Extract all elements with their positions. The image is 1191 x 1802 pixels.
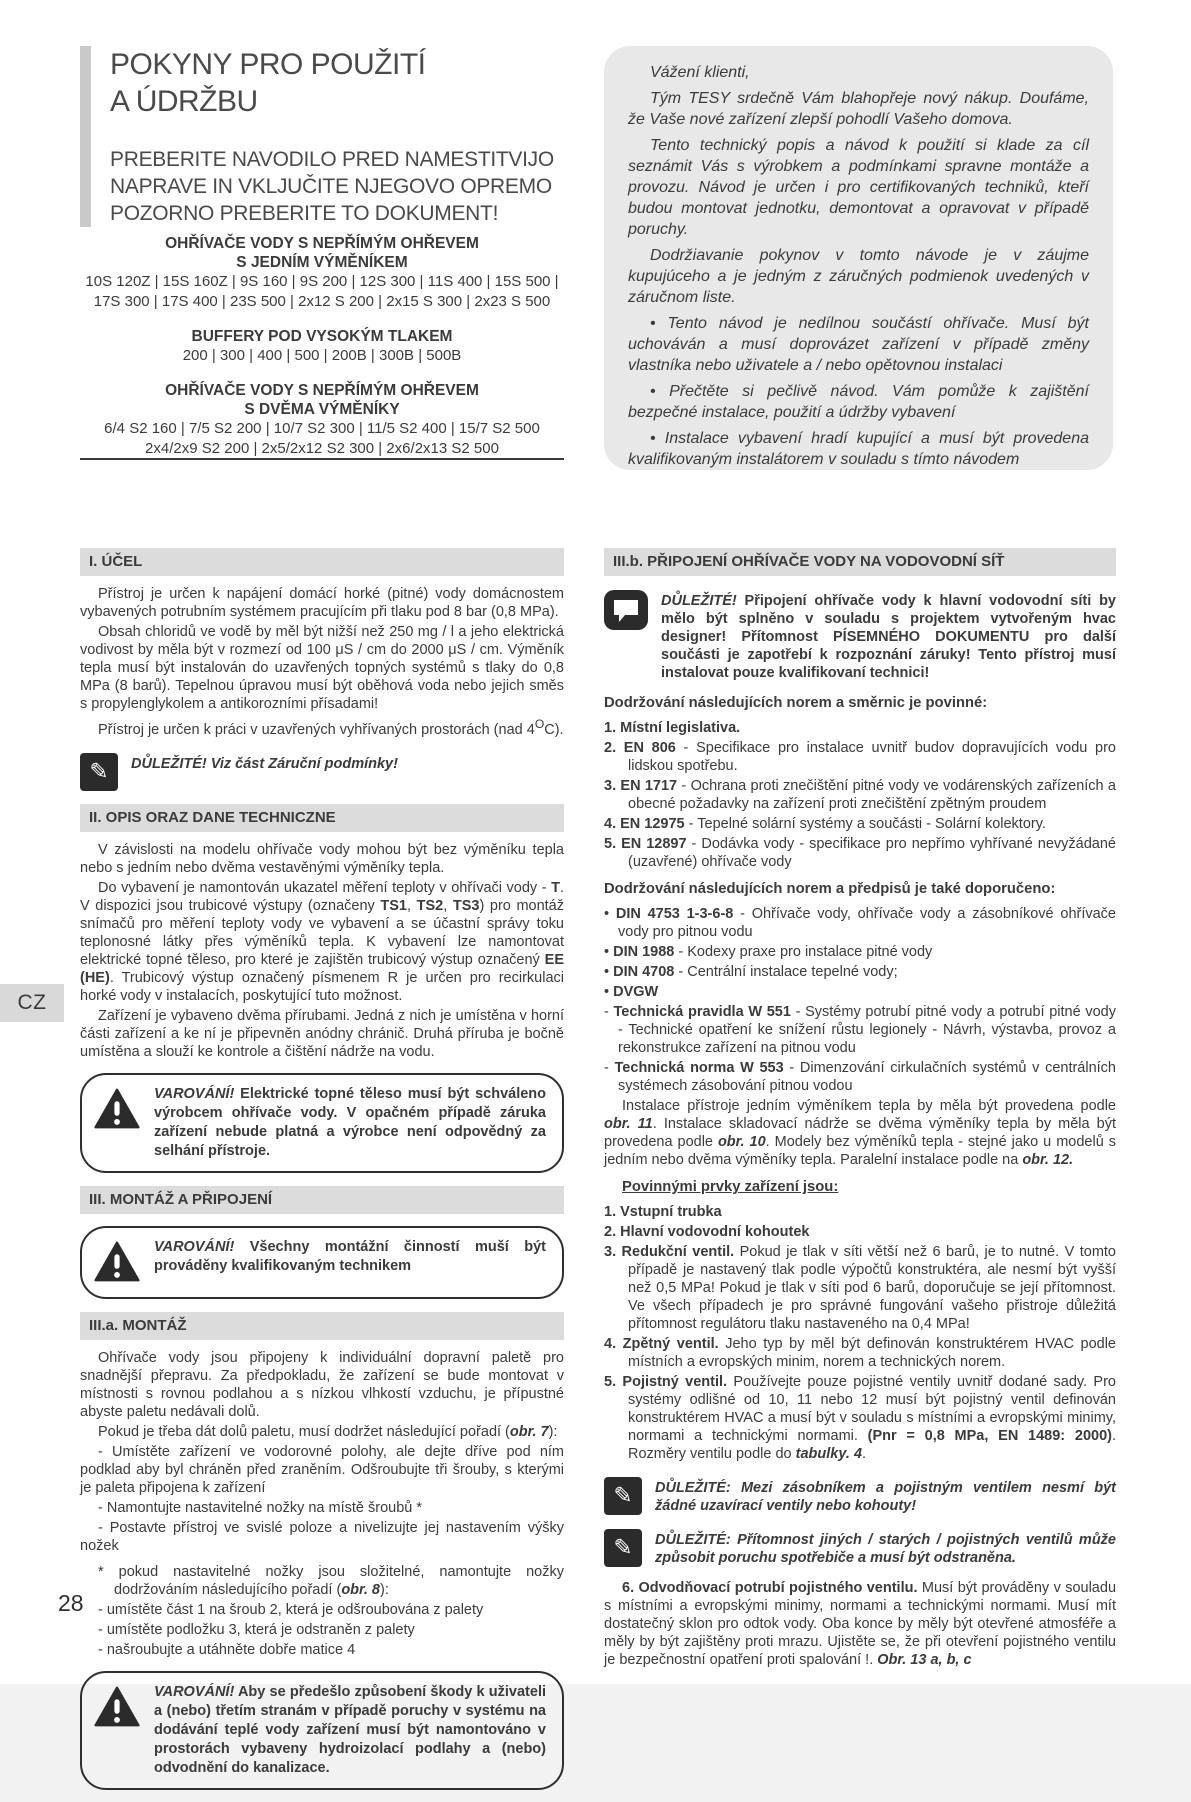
list-item: - našroubujte a utáhněte dobře matice 4 [98, 1641, 356, 1658]
intro-box [604, 46, 1113, 470]
warning-box [80, 1073, 564, 1173]
model-group-title: BUFFERY POD VYSOKÝM TLAKEM [191, 328, 453, 345]
element-item: 1. Vstupní trubka [604, 1204, 722, 1220]
element-item: 2. Hlavní vodovodní kohoutek [604, 1224, 810, 1240]
warning-triangle-icon [94, 1241, 140, 1287]
warning-box [80, 1671, 564, 1790]
list-lead: Dodržování následujících norem a směrnic je povinné: [604, 695, 988, 711]
important-note-text: DŮLEŽITÉ! Připojení ohřívače vody k hlavní vodovodní síti by mělo být splněno v souladu s projektem vytvořeným hvac designer! Přítomnost PÍSEMNÉHO DOKUMENTU pro další součásti je zapotřebí k rozpoznání záruky! Tento přístroj musí instalovat pouze kvalifikovaní technici! [661, 593, 1116, 681]
list-item: - umístěte podložku 3, která je odstraněn z palety [98, 1621, 415, 1638]
page-title-line1: POKYNY PRO POUŽITÍ [110, 48, 426, 81]
model-list-line: 10S 120Z | 15S 160Z | 9S 160 | 9S 200 | 12S 300 | 11S 400 | 15S 500 | [85, 273, 559, 290]
list-item: - Umístěte zařízení ve vodorovné polohy, ale dejte dříve pod ním podklad aby byl chráněn před zraněním. Odšroubujte tři šrouby, s kterými je paleta připojena k zařízení [80, 1443, 564, 1496]
intro-paragraph: • Přečtěte si pečlivě návod. Vám pomůže k zajištění bezpečné instalace, použití a údržby vybavení [628, 383, 1089, 421]
pencil-icon: ✎ [604, 1529, 642, 1567]
important-note-text: DŮLEŽITÉ: Mezi zásobníkem a pojistným ventilem nesmí být žádné uzavírací ventily nebo kohouty! [655, 1480, 1116, 1514]
paragraph: Obsah chloridů ve vodě by měl být nižší než 250 mg / l a jeho elektrická vodivost by měla být v rozmezí od 100 μS / cm do 2000 μS / cm. Výměník tepla musí být instalován do uzavřených topných systémů s tlaky do 0,8 MPa (8 barů). Tepelnou úpravou musí být oběhová voda nebo jejich směs s propylenglykolem a antikorozními přísadami! [80, 624, 564, 712]
recommendation-item: • DIN 4708 - Centrální instalace tepelné vody; [604, 964, 898, 980]
paragraph: Pokud je třeba dát dolů paletu, musí dodržet následující pořadí (obr. 7): [98, 1423, 558, 1440]
paragraph: V závislosti na modelu ohřívače vody mohou být bez výměníku tepla nebo s jedním nebo dvěma vestavěnými výměníky tepla. [80, 841, 564, 876]
model-group-title: OHŘÍVAČE VODY S NEPŘÍMÝM OHŘEVEM [165, 235, 479, 252]
paragraph: Ohřívače vody jsou připojeny k individuální dopravní paletě pro snadnější přepravu. Za předpokladu, že zařízení se bude montovat v místnosti s rovnou podlahou a s nízkou vlhkostí vzduchu, je přípustné abyste paletu nedávali dolů. [80, 1349, 564, 1420]
model-list-line: 2x4/2x9 S2 200 | 2x5/2x12 S2 300 | 2x6/2x13 S2 500 [145, 440, 499, 457]
divider [80, 458, 564, 460]
important-note [604, 590, 1116, 682]
intro-paragraph: Vážení klienti, [650, 64, 750, 81]
pencil-icon: ✎ [80, 753, 118, 791]
recommendation-item: • DVGW [604, 984, 659, 1000]
element-item: 5. Pojistný ventil. Používejte pouze pojistné ventily uvnitř dodané sady. Pro systémy odlišné od 10, 11 nebo 12 musí být pojistný ventil definován konstruktérem HVAC a musí být v souladu s místními a evropskými minimy, normami a technickými normami. (Pnr = 0,8 MPa, EN 1489: 2000). Rozměry ventilu podle do tabulky. 4. [604, 1374, 1116, 1462]
important-note-text: DŮLEŽITÉ! Viz část Záruční podmínky! [131, 755, 398, 772]
list-item: - Postavte přístroj ve svislé poloze a nivelizujte jej nastavením výšky nožek [80, 1519, 564, 1554]
page-title-line2: A ÚDRŽBU [110, 85, 258, 118]
section-heading-montaz-pripojeni: III. MONTÁŽ A PŘIPOJENÍ [80, 1186, 564, 1214]
warning-triangle-icon [94, 1088, 140, 1134]
paragraph: Přístroj je určen k práci v uzavřených vyhřívaných prostorách (nad $4^OC$). [98, 717, 564, 738]
paragraph: Přístroj je určen k napájení domácí horké (pitné) vody domácnostem vybavených potrubním systémem pracujícím při tlaku pod 8 bar (0,8 MPa). [80, 586, 564, 620]
important-note-text: DŮLEŽITÉ: Přítomnost jiných / starých / pojistných ventilů může způsobit poruchu spotřebiče a musí být odstraněna. [655, 1532, 1116, 1566]
section-heading-opis: II. OPIS ORAZ DANE TECHNICZNE [80, 804, 564, 832]
norm-item: 1. Místní legislativa. [604, 720, 741, 736]
norm-item: 5. EN 12897 - Dodávka vody - specifikace pro nepřímo vyhřívané nevyžádané (uzavřené) ohřívače vody [604, 836, 1116, 870]
norm-item: 3. EN 1717 - Ochrana proti znečištění pitné vody ve vodárenských zařízeních a obecné požadavky na zařízení proti znečištění zpětným proudem [604, 778, 1116, 812]
important-note [604, 1529, 1116, 1567]
page-subtitle: PREBERITE NAVODILO PRED NAMESTITVIJO NAPRAVE IN VKLJUČITE NJEGOVO OPREMO POZORNO PREBERITE TO DOKUMENT! [110, 148, 554, 225]
list-lead: Povinnými prvky zařízení jsou: [622, 1179, 839, 1195]
section-heading-montaz: III.a. MONTÁŽ [80, 1312, 564, 1340]
model-list-line: 200 | 300 | 400 | 500 | 200B | 300B | 500B [182, 347, 462, 364]
paragraph: Do vybavení je namontován ukazatel měření teploty v ohřívači vody - T. V dispozici jsou trubicové výstupy (označeny TS1, TS2, TS3) pro montáž snímačů pro měření teploty vody ve vybavení a se účastní správy toku teplonosné látky přes výměníků tepla. K vybavení lze namontovat elektrické topné těleso, pro které je zajištěn trubicový výstup označený EE (HE). Trubicový výstup označený písmenem R je určen pro recirkulaci horké vody v instalacích, poskytující tuto možnost. [80, 879, 564, 1004]
recommendation-item: - Technická norma W 553 - Dimenzování cirkulačních systémů v centrálních systémech zásobování pitnou vodou [604, 1060, 1117, 1094]
section-heading-pripojeni-sit: III.b. PŘIPOJENÍ OHŘÍVAČE VODY NA VODOVODNÍ SÍŤ [604, 548, 1116, 576]
title-block [80, 46, 566, 227]
right-column [604, 548, 1116, 1671]
model-group-single-exchanger [78, 234, 566, 312]
speech-bubble-icon [604, 590, 648, 630]
warning-text: VAROVÁNÍ! Elektrické topné těleso musí být schváleno výrobcem ohřívače vody. V opačném případě záruka zařízení nebude platná a výrobce není odpovědný za selhání přístroje. [154, 1085, 546, 1159]
language-tab: CZ [0, 984, 64, 1022]
pencil-icon: ✎ [604, 1477, 642, 1515]
model-group-title: S DVĚMA VÝMĚNÍKY [244, 401, 400, 418]
warning-box [80, 1226, 564, 1299]
intro-paragraph: • Instalace vybavení hradí kupující a musí být provedena kvalifikovaným instalátorem v souladu s tímto návodem [628, 430, 1089, 468]
page-title [110, 46, 566, 120]
element-item: 3. Redukční ventil. Pokud je tlak v síti větší než 6 barů, je to nutné. V tomto případě je nastavený tlak podle výpočtů konstruktéra, ale nesmí být vyšší než 0,5 MPa! Pokud je tlak v síti pod 6 barů, doporučuje se její přítomnost. Ve všech případech je pro správné fungování vašeho přistroje důležitá přítomnost regulátoru tlaku nastaveného na 0,4 MPa! [604, 1244, 1116, 1332]
list-item: * pokud nastavitelné nožky jsou složitelné, namontujte nožky dodržováním následujícího pořadí (obr. 8): [98, 1563, 564, 1598]
paragraph: 6. Odvodňovací potrubí pojistného ventilu. Musí být prováděny v souladu s místními a evropskými minimy, normami a technickými normami. Musí mít dostatečný sklon pro odtok vody. Oba konce by měly být otevřené atmosféře a měly by být zajištěny proti mrazu. Ujistěte se, že při otevření pojistného ventilu je bezpečnostní opatření proti spalování !. Obr. 13 a, b, c [604, 1580, 1117, 1668]
warning-text: VAROVÁNÍ! Všechny montážní činností muší být prováděny kvalifikovaným technikem [154, 1238, 546, 1274]
intro-paragraph: • Tento návod je nedílnou součástí ohřívače. Musí být uchováván a musí doprovázet zařízení v případě změny vlastníka nebo uživatele a / nebo opětovnou instalaci [628, 315, 1089, 374]
paragraph: Instalace přístroje jedním výměníkem tepla by měla být provedena podle obr. 11. Instalace skladovací nádrže se dvěma výměníky tepla by měla být provedena podle obr. 10. Modely bez výměníků tepla - stejné jako u modelů s jedním nebo dvěma výměníky tepla. Paralelní instalace podle na obr. 12. [604, 1098, 1116, 1168]
list-item: - umístěte část 1 na šroub 2, která je odšroubována z palety [98, 1601, 484, 1618]
model-group-title: OHŘÍVAČE VODY S NEPŘÍMÝM OHŘEVEM [165, 382, 479, 399]
paragraph: Zařízení je vybaveno dvěma přírubami. Jedná z nich je umístěna v horní části zařízení a ke ní je připevněn anódny chránič. Druhá příruba je bočně umístěna a slouží ke kontrole a čištění nádrže na vodu. [80, 1007, 564, 1060]
model-list-line: 6/4 S2 160 | 7/5 S2 200 | 10/7 S2 300 | 11/5 S2 400 | 15/7 S2 500 [104, 420, 540, 437]
model-list-line: 17S 300 | 17S 400 | 23S 500 | 2x12 S 200 | 2x15 S 300 | 2x23 S 500 [93, 293, 551, 310]
list-lead: Dodržování následujících norem a předpisů je také doporučeno: [604, 881, 1056, 897]
list-item: - Namontujte nastavitelné nožky na místě šroubů * [98, 1499, 422, 1516]
intro-paragraph: Tým TESY srdečně Vám blahopřeje nový nákup. Doufáme, že Vaše nové zařízení zlepší pohodlí Vašeho domova. [628, 90, 1089, 128]
norm-item: 4. EN 12975 - Tepelné solární systémy a součásti - Solární kolektory. [604, 816, 1046, 832]
page-number: 28 [58, 1590, 84, 1616]
important-note [80, 753, 564, 791]
element-item: 4. Zpětný ventil. Jeho typ by měl být definován konstruktérem HVAC podle místních a evropských minim, norem a technických norem. [604, 1336, 1116, 1370]
model-group-buffers [78, 327, 566, 366]
intro-paragraph: Tento technický popis a návod k použití si klade za cíl seznámit Vás s výrobkem a podmínkami spravne montáže a provozu. Návod je určen i pro certifikovaných techniků, kteří budou montovat jednotku, demontovat a opravovat v případě poruchy. [628, 137, 1089, 238]
section-heading-ucel: I. ÚČEL [80, 548, 564, 576]
recommendation-item: • DIN 1988 - Kodexy praxe pro instalace pitné vody [604, 944, 933, 960]
recommendation-item: - Technická pravidla W 551 - Systémy potrubí pitné vody a potrubí pitné vody - Technické opatření ke snížení růstu legionely - Návrh, výstavba, provoz a rekonstrukce zařízení na pitnou vodu [604, 1004, 1116, 1056]
warning-text: VAROVÁNÍ! Aby se předešlo způsobení škody k uživateli a (nebo) třetím stranám v případě poruchy v systému na dodávání teplé vody zařízení musí být namontováno v prostorách vybaveny hydroizolací podlahy a (nebo) odvodnění do kanalizace. [154, 1683, 546, 1776]
model-group-title: S JEDNÍM VÝMĚNÍKEM [236, 254, 408, 271]
warning-triangle-icon [94, 1686, 140, 1732]
left-column [80, 548, 564, 1802]
model-group-two-exchangers [78, 381, 566, 459]
recommendation-item: • DIN 4753 1-3-6-8 - Ohřívače vody, ohřívače vody a zásobníkové ohřívače vody pro pitnou vodu [604, 906, 1116, 940]
intro-paragraph: Dodržiavanie pokynov v tomto návode je v záujme kupujúceho a je jedným z záručných podmienok uvedených v záručnom liste. [628, 247, 1089, 306]
important-note [604, 1477, 1116, 1515]
norm-item: 2. EN 806 - Specifikace pro instalace uvnitř budov dopravujících vodu pro lidskou spotřebu. [604, 740, 1116, 774]
model-lists [78, 234, 566, 474]
